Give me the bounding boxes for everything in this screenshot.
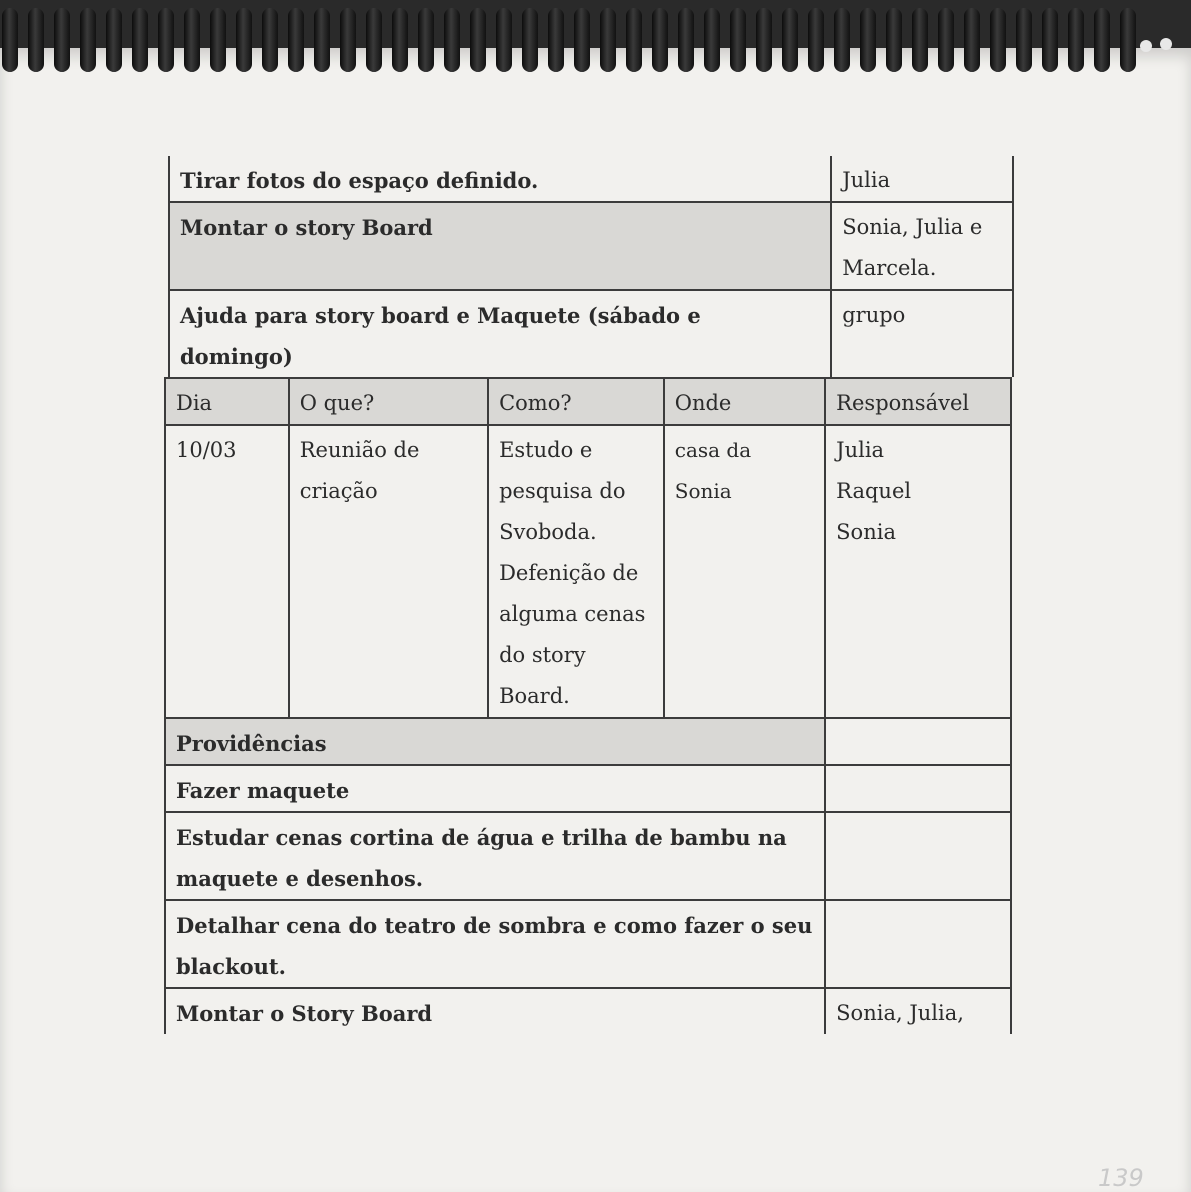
task-cell: Detalhar cena do teatro de sombra e como fazer o seu blackout. <box>165 900 825 988</box>
spiral-coil <box>80 8 96 72</box>
header-como: Como? <box>488 378 664 425</box>
spiral-coil <box>756 8 772 72</box>
cell-onde: casa da Sonia <box>664 425 825 718</box>
spiral-coil <box>912 8 928 72</box>
responsible-cell: Sonia, Julia, <box>825 988 1011 1034</box>
table-row <box>169 202 1013 290</box>
responsible-name: Sonia <box>836 520 896 544</box>
spiral-coil <box>574 8 590 72</box>
spiral-coil <box>132 8 148 72</box>
spiral-coil <box>1068 8 1084 72</box>
header-onde: Onde <box>664 378 825 425</box>
task-cell: Tirar fotos do espaço definido. <box>169 156 831 202</box>
spiral-coil <box>28 8 44 72</box>
spiral-coil <box>548 8 564 72</box>
spiral-coil <box>210 8 226 72</box>
cell-responsavel <box>825 425 1011 718</box>
binding-holes <box>1140 40 1180 60</box>
spiral-coil <box>652 8 668 72</box>
spiral-coil <box>782 8 798 72</box>
header-responsavel: Responsável <box>825 378 1011 425</box>
spiral-coil <box>54 8 70 72</box>
table-row <box>165 425 1011 718</box>
task-cell: Estudar cenas cortina de água e trilha de bambu na maquete e desenhos. <box>165 812 825 900</box>
spiral-coil <box>496 8 512 72</box>
table-row <box>169 156 1013 202</box>
spiral-coil <box>886 8 902 72</box>
spiral-coil <box>236 8 252 72</box>
responsible-cell <box>825 812 1011 900</box>
table-row <box>165 765 1011 812</box>
spiral-coil <box>262 8 278 72</box>
task-table-top <box>168 156 1014 377</box>
spiral-coil <box>704 8 720 72</box>
responsible-name: Julia <box>836 438 885 462</box>
spiral-coil <box>106 8 122 72</box>
spiral-binding <box>0 0 1191 90</box>
spiral-coil <box>834 8 850 72</box>
responsible-cell <box>825 900 1011 988</box>
responsible-cell <box>825 718 1011 765</box>
spiral-coil <box>314 8 330 72</box>
spiral-coil <box>340 8 356 72</box>
page-number: 139 <box>1098 1164 1144 1192</box>
spiral-coil <box>1120 8 1136 72</box>
task-cell: Fazer maquete <box>165 765 825 812</box>
providencias-label: Providências <box>165 718 825 765</box>
responsible-cell: grupo <box>831 290 1013 377</box>
responsible-cell: Sonia, Julia e Marcela. <box>831 202 1013 290</box>
spiral-coil <box>418 8 434 72</box>
spiral-coil <box>444 8 460 72</box>
spiral-coil <box>860 8 876 72</box>
spiral-coil <box>964 8 980 72</box>
spiral-coil <box>366 8 382 72</box>
spiral-coil <box>392 8 408 72</box>
task-cell: Ajuda para story board e Maquete (sábado e domingo) <box>169 290 831 377</box>
providencias-header-row <box>165 718 1011 765</box>
spiral-coil <box>470 8 486 72</box>
spiral-coil <box>158 8 174 72</box>
header-dia: Dia <box>165 378 289 425</box>
spiral-coil <box>2 8 18 72</box>
table-row <box>165 988 1011 1034</box>
table-row <box>165 812 1011 900</box>
spiral-coil <box>1042 8 1058 72</box>
spiral-coil <box>626 8 642 72</box>
meeting-table <box>164 377 1012 1034</box>
spiral-coil <box>990 8 1006 72</box>
spiral-coil <box>1016 8 1032 72</box>
spiral-coil <box>522 8 538 72</box>
task-cell: Montar o Story Board <box>165 988 825 1034</box>
cell-o-que: Reunião de criação <box>289 425 488 718</box>
responsible-name: Raquel <box>836 479 912 503</box>
spiral-coil <box>1094 8 1110 72</box>
cell-dia: 10/03 <box>165 425 289 718</box>
spiral-coil <box>288 8 304 72</box>
spiral-coil <box>678 8 694 72</box>
table-header-row <box>165 378 1011 425</box>
table-row <box>165 900 1011 988</box>
header-o-que: O que? <box>289 378 488 425</box>
task-cell: Montar o story Board <box>169 202 831 290</box>
responsible-cell <box>825 765 1011 812</box>
table-row <box>169 290 1013 377</box>
spiral-coil <box>184 8 200 72</box>
spiral-coil <box>808 8 824 72</box>
spiral-coil <box>938 8 954 72</box>
responsible-cell: Julia <box>831 156 1013 202</box>
cell-como: Estudo e pesquisa do Svoboda. Defenição de alguma cenas do story Board. <box>488 425 664 718</box>
spiral-coil <box>600 8 616 72</box>
spiral-coil <box>730 8 746 72</box>
